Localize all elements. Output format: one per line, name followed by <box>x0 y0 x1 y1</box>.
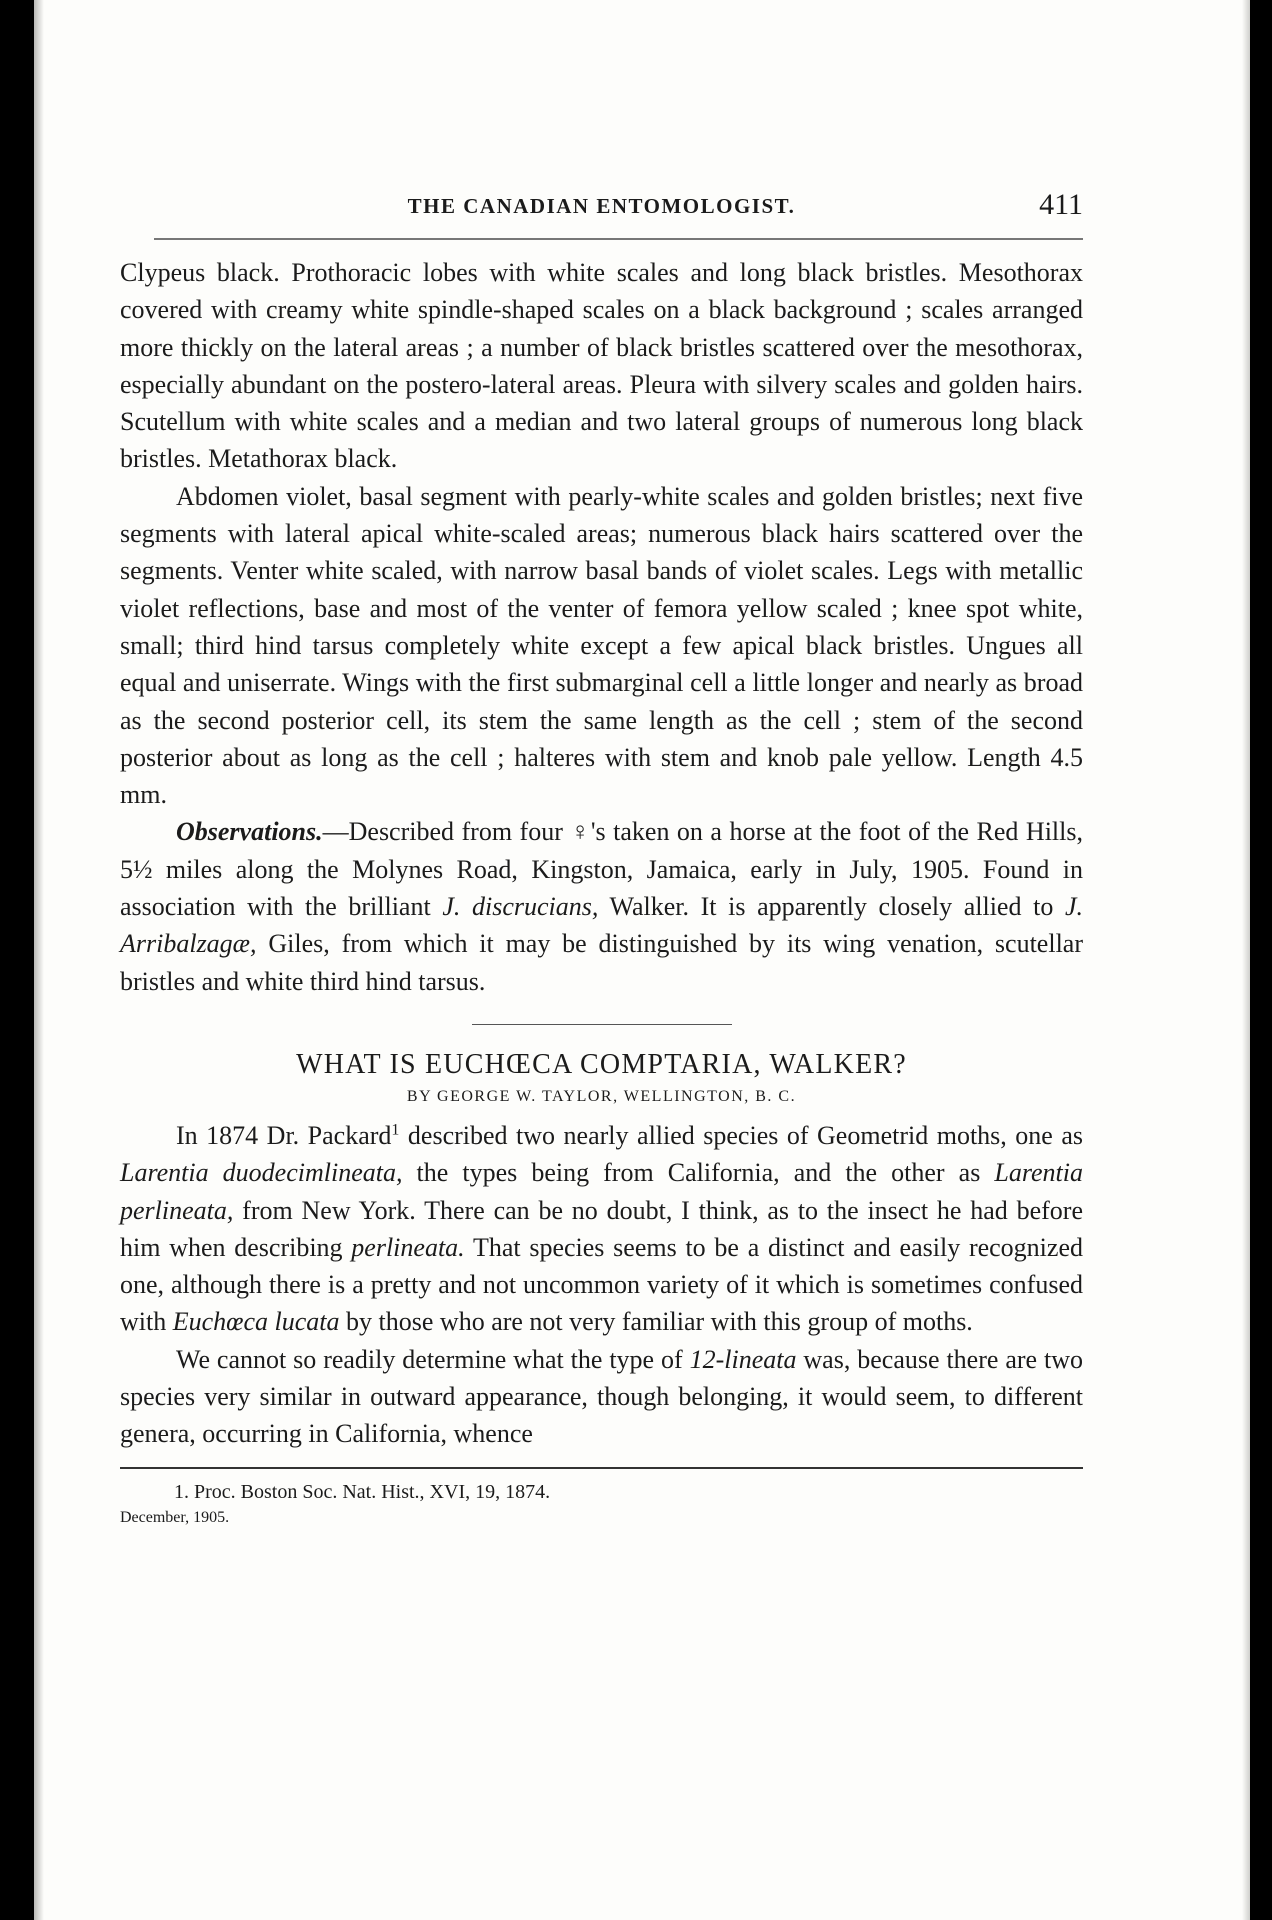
species-name: Larentia duodecimlineata, <box>120 1158 403 1188</box>
footnote: 1. Proc. Boston Soc. Nat. Hist., XVI, 19, 1874. <box>174 1480 551 1503</box>
species-name: Larentia perlineata, <box>120 1158 1083 1225</box>
article-text: described two nearly allied species of Geometrid moths, one as <box>399 1120 1083 1150</box>
species-name: 12-lineata <box>689 1344 797 1374</box>
article-text: from New York. There can be no doubt, I think, as to the insect he had before him when describing <box>120 1195 1083 1262</box>
journal-page <box>34 0 1250 1920</box>
paragraph-observations <box>120 813 1083 999</box>
page-content <box>120 188 1083 1529</box>
article-text: the types being from California, and the other as <box>402 1158 995 1188</box>
running-header <box>120 188 1083 228</box>
observations-text: Walker. It is apparently closely allied to <box>598 892 1065 922</box>
observations-text: Giles, from which it may be distinguished by its wing venation, scutellar bristles and white third hind tarsus. <box>120 929 1083 996</box>
page-number: 411 <box>1039 188 1083 221</box>
article-title: WHAT IS EUCHŒCA COMPTARIA, WALKER? <box>296 1048 907 1080</box>
species-name: Euchœca lucata <box>172 1307 340 1337</box>
article-text: That species seems to be a distinct and easily recognized one, although there is a pretty and not uncommon variety of it which is sometimes confused with <box>120 1232 1083 1337</box>
article-paragraph-1 <box>120 1117 1083 1341</box>
article-text: by those who are not very familiar with this group of moths. <box>339 1307 973 1337</box>
section-separator <box>472 1024 732 1025</box>
article-text: was, because there are two species very similar in outward appearance, though belonging, it would seem, to different genera, occurring in California, whence <box>120 1344 1083 1449</box>
article-text: We cannot so readily determine what the type of <box>176 1344 690 1374</box>
observations-label: Observations. <box>176 817 323 847</box>
footnote-ref: 1 <box>391 1121 400 1139</box>
journal-title: THE CANADIAN ENTOMOLOGIST. <box>407 194 796 218</box>
article-byline: BY GEORGE W. TAYLOR, WELLINGTON, B. C. <box>406 1087 797 1105</box>
paragraph-thorax: Clypeus black. Prothoracic lobes with white scales and long black bristles. Mesothorax covered with creamy white spindle-shaped scales on a black background ; scales arranged more thickly on the lateral areas ; a number of black bristles scattered over the mesothorax, especially abundant on the postero-lateral areas. Pleura with silvery scales and golden hairs. Scutellum with white scales and a median and two lateral groups of numerous long black bristles. Metathorax black. <box>120 258 1083 474</box>
article-paragraph-2 <box>120 1341 1083 1453</box>
issue-date: December, 1905. <box>120 1508 230 1526</box>
paragraph-abdomen: Abdomen violet, basal segment with pearly-white scales and golden bristles; next five segments with lateral apical white-scaled areas; numerous black hairs scattered over the segments. Venter white scaled, with narrow basal bands of violet scales. Legs with metallic violet reflections, base and most of the venter of femora yellow scaled ; knee spot white, small; third hind tarsus completely white except a few apical black bristles. Ungues all equal and uniserrate. Wings with the first submarginal cell a little longer and nearly as broad as the second posterior cell, its stem the same length as the cell ; stem of the second posterior about as long as the cell ; halteres with stem and knob pale yellow. Length 4.5 mm. <box>120 481 1083 810</box>
species-name: J. discrucians, <box>442 892 599 922</box>
observations-text: —Described from four ♀'s taken on a horse at the foot of the Red Hills, 5½ miles along the Molynes Road, Kingston, Jamaica, early in July, 1905. Found in association with the brilliant <box>120 817 1083 922</box>
header-rule <box>120 238 1083 240</box>
species-name: J. Arribalzagæ, <box>120 892 1083 959</box>
footnote-rule <box>120 1467 1083 1469</box>
article-text: In 1874 Dr. Packard <box>176 1120 392 1150</box>
species-name: perlineata. <box>351 1232 465 1262</box>
